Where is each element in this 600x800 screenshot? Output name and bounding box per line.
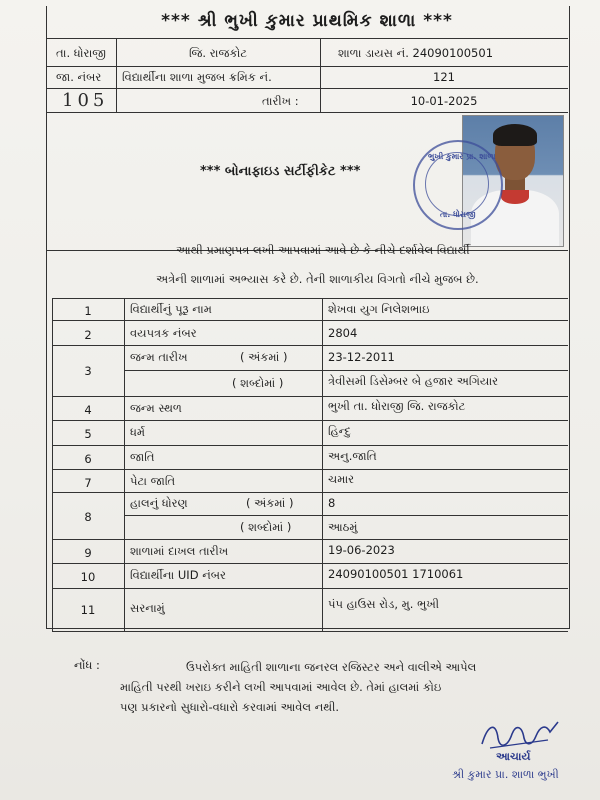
divider bbox=[124, 298, 125, 632]
row-sublabel: ( શબ્દોમાં ) bbox=[240, 520, 292, 534]
row-label: વયપત્રક નંબર bbox=[130, 326, 197, 340]
row-number: 10 bbox=[80, 570, 96, 584]
divider bbox=[52, 320, 568, 321]
divider bbox=[52, 396, 568, 397]
divider bbox=[46, 66, 568, 67]
row-label: જાતિ bbox=[130, 450, 155, 464]
row-value: હિન્દુ bbox=[328, 424, 351, 438]
row-value: ત્રેવીસમી ડિસેમ્બર બે હજાર અગિયાર bbox=[328, 374, 499, 388]
row-value: 8 bbox=[328, 496, 336, 510]
divider bbox=[52, 563, 568, 564]
row-number: 11 bbox=[80, 603, 96, 617]
note-line-1: ઉપરોક્ત માહિતી શાળાના જનરલ રજિસ્ટર અને વાલીએ આપેલ bbox=[186, 660, 477, 674]
row-sublabel: ( શબ્દોમાં ) bbox=[232, 376, 284, 390]
divider bbox=[46, 112, 568, 113]
row-value: 23-12-2011 bbox=[328, 350, 395, 364]
note-line-3: પણ પ્રકારનો સુધારો-વધારો કરવામાં આવેલ નથી. bbox=[120, 700, 340, 714]
row-number: 5 bbox=[84, 427, 92, 441]
stamp-text-top: ભુખી કુમાર પ્રા. શાળા bbox=[428, 152, 496, 161]
row-number: 6 bbox=[84, 452, 92, 466]
row-label: શાળામાં દાખલ તારીખ bbox=[130, 544, 229, 558]
row-number: 4 bbox=[84, 403, 92, 417]
row-number: 1 bbox=[84, 304, 92, 318]
divider bbox=[52, 469, 568, 470]
register-number: 121 bbox=[433, 70, 455, 84]
row-sublabel: ( અંકમાં ) bbox=[240, 350, 288, 364]
row-label: જન્મ તારીખ bbox=[130, 350, 188, 364]
row-label: જન્મ સ્થળ bbox=[130, 401, 182, 415]
row-label: વિદ્યાર્થીના UID નંબર bbox=[130, 568, 226, 582]
row-value: ભુખી તા. ધોરાજી જિ. રાજકોટ bbox=[328, 399, 466, 413]
outward-number: 105 bbox=[62, 90, 109, 111]
note-label: નોંધ : bbox=[74, 658, 100, 672]
district: જિ. રાજકોટ bbox=[188, 46, 248, 60]
divider bbox=[52, 445, 568, 446]
outward-label: જા. નંબર bbox=[56, 70, 102, 84]
note-line-2: માહિતી પરથી ખરાઇ કરીને લખી આપવામાં આવેલ છે. તેમાં હાલમાં કોઇ bbox=[120, 680, 442, 694]
signature-school: શ્રી કુમાર પ્રા. શાળા ભુખી bbox=[452, 768, 559, 781]
row-value: પંપ હાઉસ રોડ, મુ. ભુખી bbox=[328, 597, 440, 611]
divider bbox=[52, 298, 568, 299]
divider bbox=[52, 492, 568, 493]
divider bbox=[52, 345, 568, 346]
school-title: *** શ્રી ભુખી કુમાર પ્રાથમિક શાળા *** bbox=[161, 11, 453, 31]
divider bbox=[52, 588, 568, 589]
issue-date: 10-01-2025 bbox=[410, 94, 478, 108]
register-label: વિદ્યાર્થીના શાળા મુજબ ક્રમિક નં. bbox=[122, 70, 272, 84]
row-number: 9 bbox=[84, 546, 92, 560]
row-value: આઠમું bbox=[328, 520, 358, 534]
row-label: હાલનું ધોરણ bbox=[130, 496, 188, 510]
divider bbox=[124, 370, 568, 371]
date-label: તારીખ : bbox=[262, 94, 299, 108]
divider bbox=[322, 298, 323, 632]
row-value: 2804 bbox=[328, 326, 358, 340]
stamp-text-bottom: તા. ધોરાજી bbox=[440, 210, 476, 219]
divider bbox=[124, 515, 568, 516]
row-number: 2 bbox=[84, 328, 92, 342]
intro-line-2: અત્રેની શાળામાં અભ્યાસ કરે છે. તેની શાળાકીય વિગતો નીચે મુજબ છે. bbox=[156, 272, 479, 286]
row-number: 7 bbox=[84, 476, 92, 490]
row-value: અનુ.જાતિ bbox=[328, 449, 377, 463]
row-label: સરનામું bbox=[130, 601, 165, 615]
signature-role: આચાર્ય bbox=[496, 750, 531, 763]
row-label: ધર્મ bbox=[130, 425, 146, 439]
divider bbox=[46, 88, 568, 89]
row-number: 8 bbox=[84, 510, 92, 524]
divider bbox=[46, 38, 568, 39]
dise-code: શાળા ડાયસ નં. 24090100501 bbox=[338, 46, 494, 60]
taluka: તા. ધોરાજી bbox=[56, 46, 106, 60]
row-value: ચમાર bbox=[328, 472, 355, 486]
row-value: 19-06-2023 bbox=[328, 543, 395, 557]
row-number: 3 bbox=[84, 364, 92, 378]
divider bbox=[52, 420, 568, 421]
divider bbox=[52, 631, 568, 632]
row-sublabel: ( અંકમાં ) bbox=[246, 496, 294, 510]
row-label: વિદ્યાર્થીનું પૂરૂ નામ bbox=[130, 302, 212, 316]
row-label: પેટા જાતિ bbox=[130, 474, 176, 488]
row-value: શેખવા યુગ નિલેશભાઇ bbox=[328, 302, 430, 316]
certificate-heading: *** બોનાફાઇડ સર્ટીફીકેટ *** bbox=[200, 164, 361, 179]
divider bbox=[52, 539, 568, 540]
intro-line-1: આથી પ્રમાણપત્ર લખી આપવામાં આવે છે કે નીચે દર્શાવેલ વિદ્યાર્થી bbox=[176, 243, 470, 257]
row-value: 24090100501 1710061 bbox=[328, 567, 464, 581]
